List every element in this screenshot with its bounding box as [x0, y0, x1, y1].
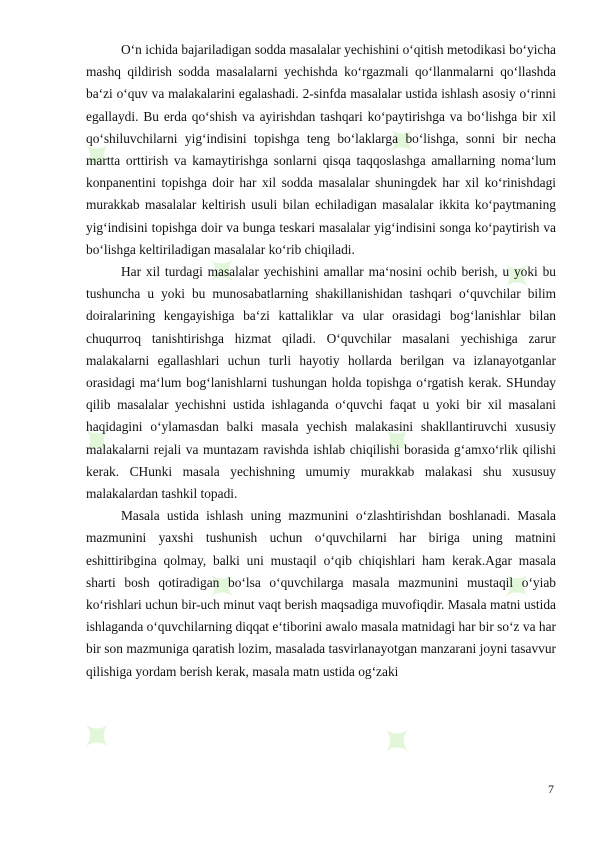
watermark-logo: ✦ — [67, 410, 130, 473]
body-text — [86, 39, 556, 683]
watermark-logo: ✦ — [192, 555, 255, 618]
watermark-logo: ✦ — [67, 705, 130, 768]
page-number: 7 — [548, 782, 554, 796]
paragraph-3: Masala ustida ishlash uning mazmunini o‘zlashtirishdan boshlanadi. Masala mazmunini yaxshi tushunish uchun o‘quvchilarni har biriga uning matnini eshittiribgina qolmay, balki uni mustaqil o‘qib chiqishlari ham kerak.Agar masala sharti bosh qotiradigan bo‘lsa o‘quvchilarga masala mazmunini mustaqil o‘yiab ko‘rishlari uchun bir-uch minut vaqt berish maqsadiga muvofiqdir. Masala matni ustida ishlaganda o‘quvchilarning diqqat e‘tiborini awalo masala matnidagi har bir so‘z va har bir son mazmuniga qaratish lozim, masalada tasvirlanayotgan manzarani joyni tasavvur qilishiga yordam berish kerak, masala matn ustida og‘zaki — [86, 508, 556, 679]
watermark-logo: ✦ — [487, 555, 550, 618]
watermark-logo: ✦ — [487, 245, 550, 308]
watermark-logo: ✦ — [367, 710, 430, 773]
paragraph-2: Har xil turdagi masalalar yechishini amallar ma‘nosini ochib berish, u yoki bu tushuncha u yoki bu munosabatlarning shakillanishidan tashqari o‘quvchilar bilim doiralarining kengayishiga ba‘zi kattaliklar va ular orasidagi bog‘lanishlar bilan chuqurroq tanishtirishga hizmat qiladi. O‘quvchilar masalani yechishiga zarur malakalarni egallashlari uchun turli hayotiy hollarda berilgan va izlanayotganlar orasidagi ma‘lum bog‘lanishlarni tushungan holda topishga o‘rgatish kerak. SHunday qilib masalalar yechishni ustida ishlaganda o‘quvchi faqat u yoki bir xil masalani haqidagini o‘ylamasdan balki masala yechish malakasini shakllantiruvchi xususiy malakalarni rejali va muntazam ravishda ishlab chiqilishi borasida g‘amxo‘rlik qilishi kerak. CHunki masala yechishning umumiy murakkab malakasi shu xususuy malakalardan tashkil topadi. — [86, 264, 556, 502]
watermark-logo: ✦ — [372, 110, 435, 173]
watermark-logo: ✦ — [367, 410, 430, 473]
watermark-logo: ✦ — [67, 125, 130, 188]
watermark-logo: ✦ — [192, 240, 255, 303]
paragraph-1: O‘n ichida bajariladigan sodda masalalar yechishini o‘qitish metodikasi bo‘yicha mashq qildirish sodda masalalarni yechishda ko‘rgazmali qo‘llanmalarni qo‘llashda ba‘zi o‘quv va malakalarini egalashadi. 2-sinfda masalalar ustida ishlash asosiy o‘rinni egallaydi. Bu erda qo‘shish va ayirishdan tashqari ko‘paytirishga va bo‘lishga bir xil qo‘shiluvchilarni yig‘indisini topishga teng bo‘laklarga bo‘lishga, sonni bir necha martta orttirish va kamaytirishga sonlarni qisqa taqqoslashga amallarning noma‘lum konpanentini topishga doir har xil sodda masalalar shuningdek har xil ko‘rinishdagi murakkab masalalar keltirish usuli bilan echiladigan masalalar ikkita ko‘paytmaning yig‘indisini topishga doir va bunga teskari masalalar yig‘indisini songa ko‘paytirish va bo‘lishga keltiriladigan masalalar ko‘rib chiqiladi. — [86, 42, 556, 257]
